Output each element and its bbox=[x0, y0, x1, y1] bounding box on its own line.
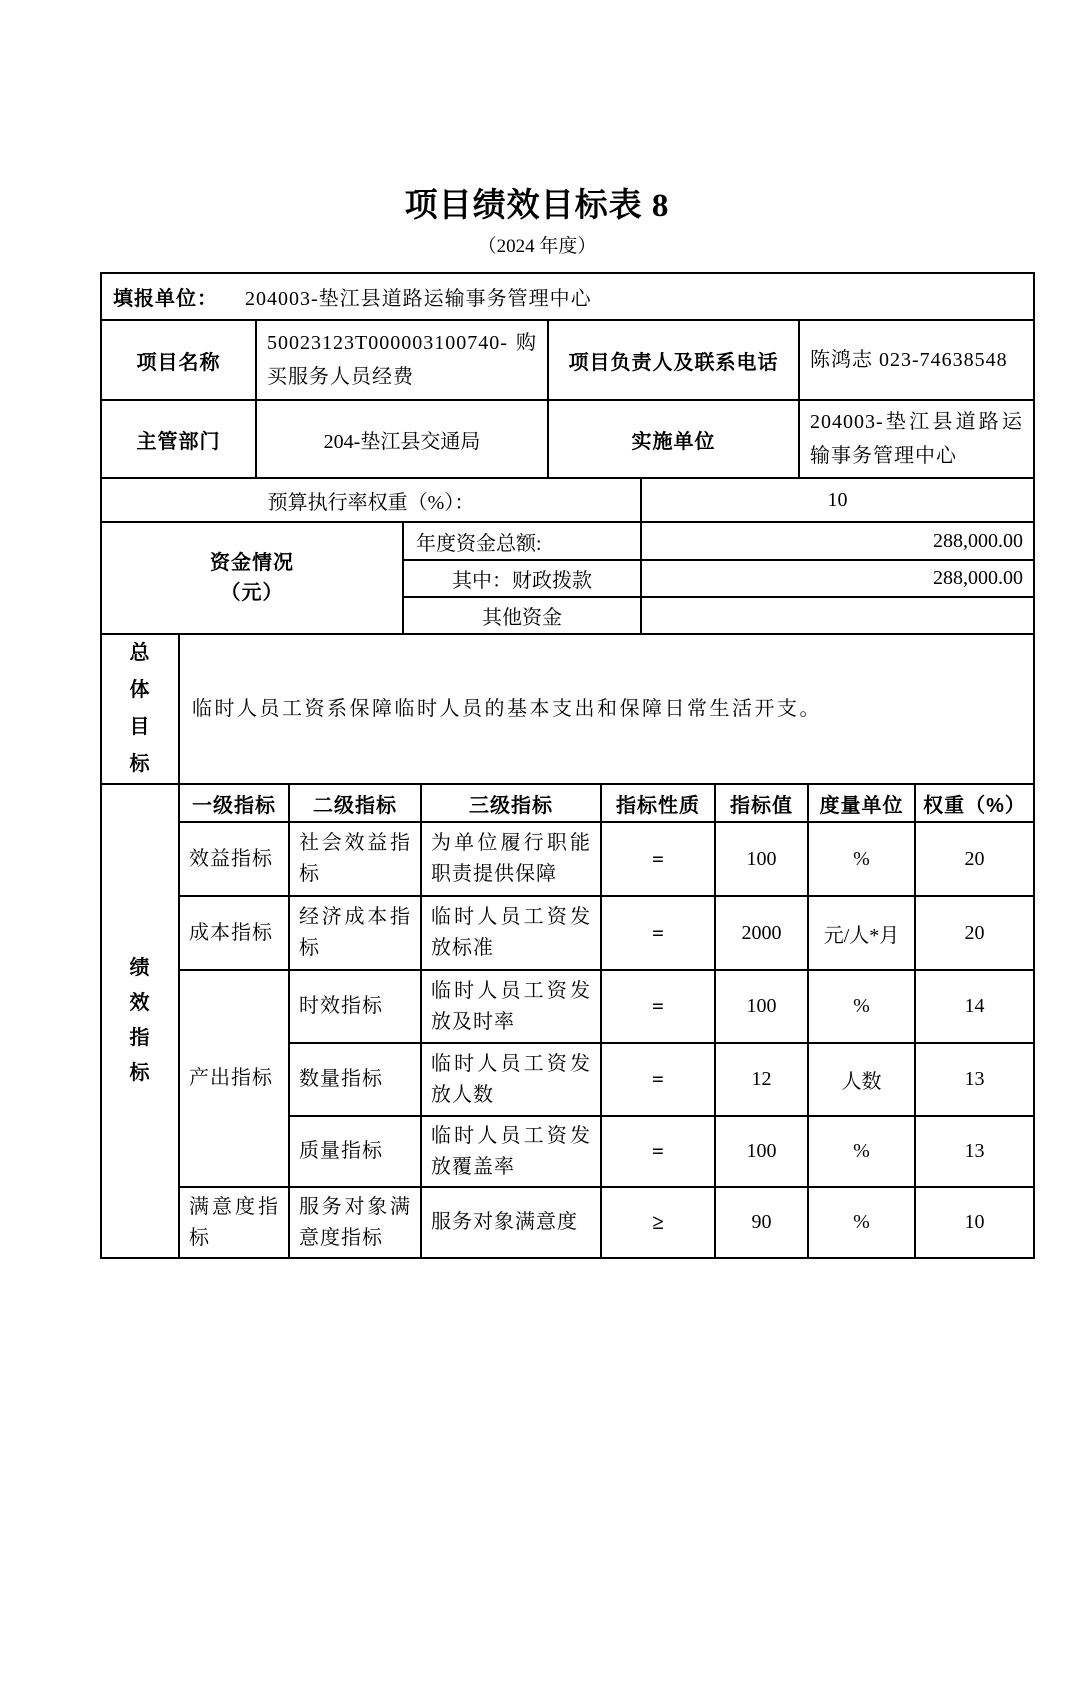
indicator-l1: 满意度指标 bbox=[179, 1187, 289, 1258]
dept-value: 204-垫江县交通局 bbox=[256, 400, 548, 478]
budget-weight-value: 10 bbox=[641, 478, 1034, 522]
indicator-nature: = bbox=[601, 970, 715, 1043]
indicator-l3: 为单位履行职能职责提供保障 bbox=[421, 822, 601, 896]
report-unit-value: 204003-垫江县道路运输事务管理中心 bbox=[245, 288, 592, 310]
indicators-side-label-cell bbox=[101, 784, 179, 1258]
indicator-weight: 13 bbox=[915, 1116, 1034, 1187]
header-l2: 二级指标 bbox=[289, 784, 421, 822]
indicator-unit: % bbox=[808, 822, 915, 896]
indicator-value: 90 bbox=[715, 1187, 808, 1258]
indicator-unit: % bbox=[808, 970, 915, 1043]
indicator-l3: 临时人员工资发放人数 bbox=[421, 1043, 601, 1116]
indicator-l3: 临时人员工资发放及时率 bbox=[421, 970, 601, 1043]
header-l3: 三级指标 bbox=[421, 784, 601, 822]
funds-label bbox=[101, 522, 403, 634]
indicator-weight: 14 bbox=[915, 970, 1034, 1043]
indicator-row bbox=[101, 896, 1034, 970]
indicator-l2: 社会效益指标 bbox=[289, 822, 421, 896]
dept-label: 主管部门 bbox=[101, 400, 256, 478]
indicator-l3: 临时人员工资发放覆盖率 bbox=[421, 1116, 601, 1187]
fiscal-value: 288,000.00 bbox=[641, 560, 1034, 597]
indicator-nature: = bbox=[601, 822, 715, 896]
overall-goal-text: 临时人员工资系保障临时人员的基本支出和保障日常生活开支。 bbox=[179, 634, 1034, 784]
fiscal-label: 其中：财政拨款 bbox=[403, 560, 641, 597]
other-funds-value bbox=[641, 597, 1034, 634]
indicator-value: 100 bbox=[715, 822, 808, 896]
impl-unit-label: 实施单位 bbox=[548, 400, 799, 478]
project-name-row bbox=[101, 320, 1034, 400]
indicator-row bbox=[101, 970, 1034, 1043]
header-nature: 指标性质 bbox=[601, 784, 715, 822]
indicator-l2: 服务对象满意度指标 bbox=[289, 1187, 421, 1258]
indicator-row bbox=[101, 1187, 1034, 1258]
indicator-l3: 临时人员工资发放标准 bbox=[421, 896, 601, 970]
impl-unit-value: 204003-垫江县道路运输事务管理中心 bbox=[799, 400, 1034, 478]
indicator-nature: = bbox=[601, 896, 715, 970]
indicator-l1: 效益指标 bbox=[179, 822, 289, 896]
overall-goal-table bbox=[100, 633, 1035, 785]
indicator-weight: 10 bbox=[915, 1187, 1034, 1258]
indicator-l2: 时效指标 bbox=[289, 970, 421, 1043]
indicator-nature: ≥ bbox=[601, 1187, 715, 1258]
funds-total-row bbox=[101, 522, 1034, 560]
project-leader-label: 项目负责人及联系电话 bbox=[548, 320, 799, 400]
indicators-table bbox=[100, 783, 1035, 1259]
funds-label-line1: 资金情况 bbox=[210, 552, 294, 574]
indicator-unit: % bbox=[808, 1116, 915, 1187]
indicator-l2: 质量指标 bbox=[289, 1116, 421, 1187]
annual-total-value: 288,000.00 bbox=[641, 522, 1034, 560]
indicator-l1: 产出指标 bbox=[179, 970, 289, 1187]
header-l1: 一级指标 bbox=[179, 784, 289, 822]
indicator-value: 100 bbox=[715, 970, 808, 1043]
budget-weight-label: 预算执行率权重（%）： bbox=[101, 478, 641, 522]
budget-weight-row bbox=[101, 478, 1034, 522]
indicator-nature: = bbox=[601, 1043, 715, 1116]
page-title: 项目绩效目标表 8 bbox=[404, 188, 670, 224]
indicator-l1: 成本指标 bbox=[179, 896, 289, 970]
project-name-value: 50023123T000003100740-购买服务人员经费 bbox=[256, 320, 548, 400]
header-info-table bbox=[100, 272, 1035, 635]
indicator-l3: 服务对象满意度 bbox=[421, 1187, 601, 1258]
page-subtitle: （2024 年度） bbox=[477, 236, 597, 257]
indicator-unit: 人数 bbox=[808, 1043, 915, 1116]
indicator-weight: 13 bbox=[915, 1043, 1034, 1116]
overall-goal-label-cell bbox=[101, 634, 179, 784]
overall-goal-label: 总体目标 bbox=[129, 642, 151, 775]
funds-label-line2: （元） bbox=[220, 582, 284, 604]
report-unit-label: 填报单位： bbox=[113, 288, 218, 310]
indicator-weight: 20 bbox=[915, 822, 1034, 896]
indicator-row bbox=[101, 822, 1034, 896]
header-weight: 权重（%） bbox=[915, 784, 1034, 822]
annual-total-label: 年度资金总额: bbox=[403, 522, 641, 560]
indicator-l2: 经济成本指标 bbox=[289, 896, 421, 970]
other-funds-label: 其他资金 bbox=[403, 597, 641, 634]
document-page bbox=[0, 186, 1074, 1706]
header-unit: 度量单位 bbox=[808, 784, 915, 822]
indicator-unit: % bbox=[808, 1187, 915, 1258]
header-value: 指标值 bbox=[715, 784, 808, 822]
indicators-side-label: 绩效指标 bbox=[129, 957, 151, 1084]
indicator-l2: 数量指标 bbox=[289, 1043, 421, 1116]
indicator-unit: 元/人*月 bbox=[808, 896, 915, 970]
overall-goal-row bbox=[101, 634, 1034, 784]
indicator-value: 2000 bbox=[715, 896, 808, 970]
indicator-value: 12 bbox=[715, 1043, 808, 1116]
dept-row bbox=[101, 400, 1034, 478]
project-name-label: 项目名称 bbox=[101, 320, 256, 400]
indicator-nature: = bbox=[601, 1116, 715, 1187]
report-unit-row bbox=[101, 273, 1034, 320]
project-leader-value: 陈鸿志 023-74638548 bbox=[799, 320, 1034, 400]
indicator-weight: 20 bbox=[915, 896, 1034, 970]
indicator-value: 100 bbox=[715, 1116, 808, 1187]
indicators-header-row bbox=[101, 784, 1034, 822]
report-unit-cell bbox=[101, 273, 1034, 320]
